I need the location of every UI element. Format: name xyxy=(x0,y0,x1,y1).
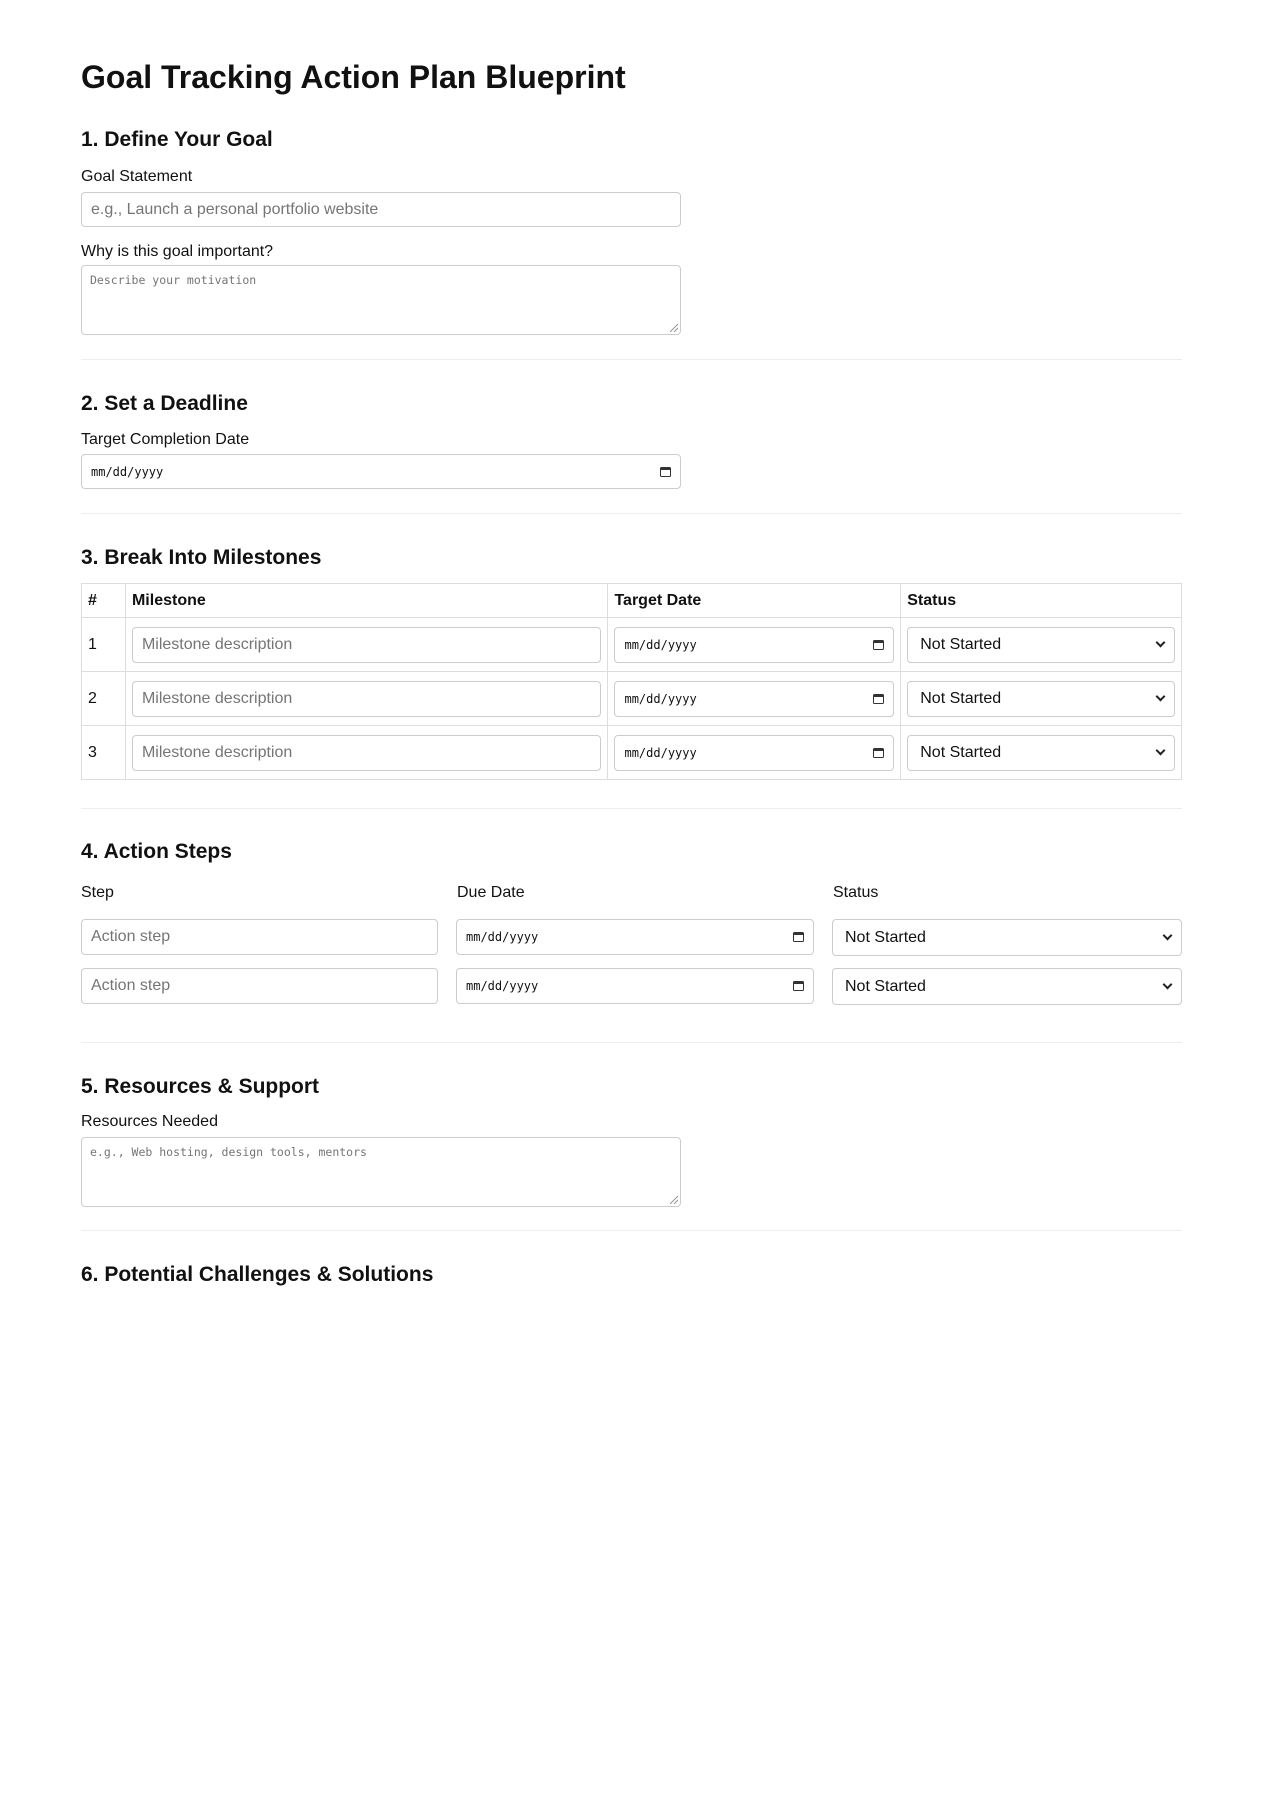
section-heading-challenges: 6. Potential Challenges & Solutions xyxy=(81,1263,434,1286)
action-status-select[interactable] xyxy=(832,968,1182,1005)
milestone-target-date-input[interactable] xyxy=(614,735,894,771)
calendar-icon[interactable] xyxy=(660,467,671,477)
section-divider xyxy=(81,808,1182,809)
goal-statement-placeholder: e.g., Launch a personal portfolio website xyxy=(91,200,379,218)
milestone-status-select[interactable] xyxy=(907,681,1175,717)
milestones-table xyxy=(81,583,1182,780)
section-divider xyxy=(81,1042,1182,1043)
status-value: Not Started xyxy=(845,977,926,995)
table-row xyxy=(82,726,1182,780)
calendar-icon[interactable] xyxy=(873,640,884,650)
date-placeholder: mm/dd/yyyy xyxy=(624,745,697,760)
milestone-description-input[interactable] xyxy=(132,627,602,663)
calendar-icon[interactable] xyxy=(873,694,884,704)
milestone-placeholder: Milestone description xyxy=(141,635,293,653)
table-row xyxy=(82,618,1182,672)
milestone-description-input[interactable] xyxy=(132,735,602,771)
row-number: 2 xyxy=(82,672,126,726)
status-value: Not Started xyxy=(845,928,926,946)
date-placeholder: mm/dd/yyyy xyxy=(466,979,539,993)
step-label: Step xyxy=(81,884,114,901)
date-placeholder: mm/dd/yyyy xyxy=(466,930,539,944)
column-header-target-date: Target Date xyxy=(608,584,901,618)
date-placeholder: mm/dd/yyyy xyxy=(624,691,697,706)
action-step-input[interactable] xyxy=(81,968,438,1004)
milestone-status-select[interactable] xyxy=(907,627,1175,663)
goal-importance-textarea[interactable] xyxy=(81,265,681,335)
section-divider xyxy=(81,1230,1182,1231)
chevron-down-icon xyxy=(1163,931,1173,941)
page-title: Goal Tracking Action Plan Blueprint xyxy=(81,59,626,95)
section-heading-define-goal: 1. Define Your Goal xyxy=(81,128,273,151)
calendar-icon[interactable] xyxy=(873,748,884,758)
status-value: Not Started xyxy=(920,689,1002,707)
chevron-down-icon xyxy=(1156,638,1166,648)
milestone-description-input[interactable] xyxy=(132,681,602,717)
milestone-target-date-input[interactable] xyxy=(614,627,894,663)
status-value: Not Started xyxy=(920,743,1002,761)
resources-placeholder: e.g., Web hosting, design tools, mentors xyxy=(90,1145,367,1159)
milestone-status-select[interactable] xyxy=(907,735,1175,771)
action-due-date-input[interactable] xyxy=(456,968,814,1004)
action-step-input[interactable] xyxy=(81,919,438,955)
section-heading-resources: 5. Resources & Support xyxy=(81,1075,320,1098)
date-placeholder: mm/dd/yyyy xyxy=(91,464,164,479)
chevron-down-icon xyxy=(1156,692,1166,702)
target-completion-date-input[interactable] xyxy=(81,454,681,489)
action-step-placeholder: Action step xyxy=(91,977,171,994)
goal-importance-label: Why is this goal important? xyxy=(81,243,274,260)
resources-needed-textarea[interactable] xyxy=(81,1137,681,1207)
column-header-status: Status xyxy=(901,584,1182,618)
goal-importance-placeholder: Describe your motivation xyxy=(90,273,257,287)
section-divider xyxy=(81,359,1182,360)
resize-handle-icon[interactable] xyxy=(670,1196,678,1204)
action-status-select[interactable] xyxy=(832,919,1182,956)
row-number: 3 xyxy=(82,726,126,780)
due-date-label: Due Date xyxy=(457,884,525,901)
resources-needed-label: Resources Needed xyxy=(81,1113,218,1130)
section-heading-action-steps: 4. Action Steps xyxy=(81,840,232,863)
table-header-row xyxy=(82,584,1182,618)
row-number: 1 xyxy=(82,618,126,672)
milestone-target-date-input[interactable] xyxy=(614,681,894,717)
status-value: Not Started xyxy=(920,635,1002,653)
section-divider xyxy=(81,513,1182,514)
milestone-placeholder: Milestone description xyxy=(141,689,293,707)
table-row xyxy=(82,672,1182,726)
calendar-icon[interactable] xyxy=(793,932,804,942)
column-header-milestone: Milestone xyxy=(125,584,608,618)
action-due-date-input[interactable] xyxy=(456,919,814,955)
resize-handle-icon[interactable] xyxy=(670,324,678,332)
column-header-number: # xyxy=(82,584,126,618)
status-label: Status xyxy=(833,884,879,901)
milestone-placeholder: Milestone description xyxy=(141,743,293,761)
goal-statement-label: Goal Statement xyxy=(81,168,193,185)
section-heading-deadline: 2. Set a Deadline xyxy=(81,392,248,415)
chevron-down-icon xyxy=(1163,980,1173,990)
target-completion-date-label: Target Completion Date xyxy=(81,431,250,448)
date-placeholder: mm/dd/yyyy xyxy=(624,637,697,652)
calendar-icon[interactable] xyxy=(793,981,804,991)
action-step-placeholder: Action step xyxy=(91,928,171,945)
section-heading-milestones: 3. Break Into Milestones xyxy=(81,546,322,569)
chevron-down-icon xyxy=(1156,746,1166,756)
goal-statement-input[interactable] xyxy=(81,192,681,227)
